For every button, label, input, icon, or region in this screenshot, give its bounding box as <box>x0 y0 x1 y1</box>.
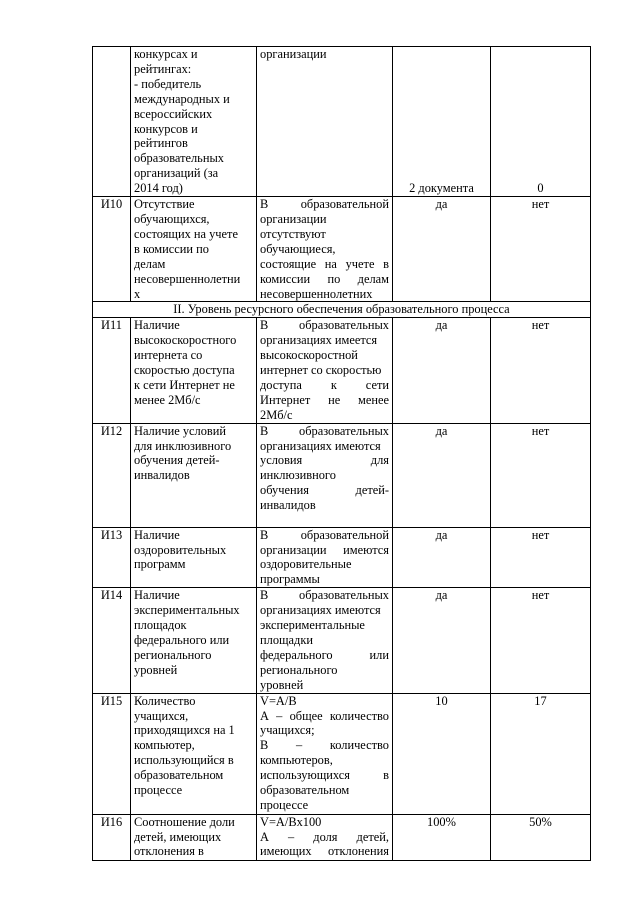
table-row <box>93 814 591 860</box>
value-before: да <box>393 318 491 423</box>
value-after: нет <box>491 527 591 588</box>
value-after: нет <box>491 197 591 302</box>
table-row <box>93 527 591 588</box>
table-row <box>93 318 591 423</box>
table-row <box>93 197 591 302</box>
value-after: нет <box>491 588 591 693</box>
indicator-name: Количество учащихся, приходящихся на 1 компьютер, использующийся в образовательном процессе <box>131 693 257 814</box>
indicator-name: Наличие экспериментальных площадок федерального или регионального уровней <box>131 588 257 693</box>
section-heading: II. Уровень ресурсного обеспечения образовательного процесса <box>93 302 591 318</box>
table-row <box>93 588 591 693</box>
indicator-id: И10 <box>93 197 131 302</box>
value-before: да <box>393 588 491 693</box>
document-page <box>92 46 590 861</box>
indicators-table <box>92 46 591 861</box>
indicator-description: В образовательной организации имеются оздоровительные программы <box>257 527 393 588</box>
value-before: 10 <box>393 693 491 814</box>
value-before: да <box>393 423 491 527</box>
indicator-name: конкурсах и рейтингах: - победитель международных и всероссийских конкурсов и рейтингов образовательных организаций (за 2014 год) <box>131 47 257 197</box>
value-before: да <box>393 527 491 588</box>
indicator-id: И15 <box>93 693 131 814</box>
indicator-description: В образовательных организациях имеются условия для инклюзивного обучения детей- инвалидов <box>257 423 393 527</box>
indicator-description: В образовательных организациях имеются экспериментальные площадки федерального или регионального уровней <box>257 588 393 693</box>
indicator-name: Наличие оздоровительных программ <box>131 527 257 588</box>
indicator-name: Отсутствие обучающихся, состоящих на учете в комиссии по делам несовершеннолетни х <box>131 197 257 302</box>
indicator-name: Наличие высокоскоростного интернета со скоростью доступа к сети Интернет не менее 2Мб/с <box>131 318 257 423</box>
indicator-description: V=A/B А – общее количество учащихся; В – количество компьютеров, использующихся в образовательном процессе <box>257 693 393 814</box>
value-after: 50% <box>491 814 591 860</box>
indicator-name: Соотношение доли детей, имеющих отклонения в <box>131 814 257 860</box>
indicator-description: организации <box>257 47 393 197</box>
value-after: нет <box>491 423 591 527</box>
indicator-name: Наличие условий для инклюзивного обучения детей- инвалидов <box>131 423 257 527</box>
value-before: 100% <box>393 814 491 860</box>
value-after: 17 <box>491 693 591 814</box>
indicator-id: И13 <box>93 527 131 588</box>
section-row <box>93 302 591 318</box>
value-before: 2 документа <box>393 47 491 197</box>
indicator-id: И16 <box>93 814 131 860</box>
indicator-id: И12 <box>93 423 131 527</box>
indicator-id <box>93 47 131 197</box>
indicator-description: V=A/Bx100 А – доля детей, имеющих отклонения <box>257 814 393 860</box>
table-row <box>93 423 591 527</box>
indicator-id: И11 <box>93 318 131 423</box>
value-before: да <box>393 197 491 302</box>
value-after: 0 <box>491 47 591 197</box>
indicator-description: В образовательной организации отсутствуют обучающиеся, состоящие на учете в комиссии по делам несовершеннолетних <box>257 197 393 302</box>
table-row <box>93 693 591 814</box>
table-row <box>93 47 591 197</box>
indicator-description: В образовательных организациях имеется высокоскоростной интернет со скоростью доступа к сети Интернет не менее 2Мб/с <box>257 318 393 423</box>
indicator-id: И14 <box>93 588 131 693</box>
value-after: нет <box>491 318 591 423</box>
